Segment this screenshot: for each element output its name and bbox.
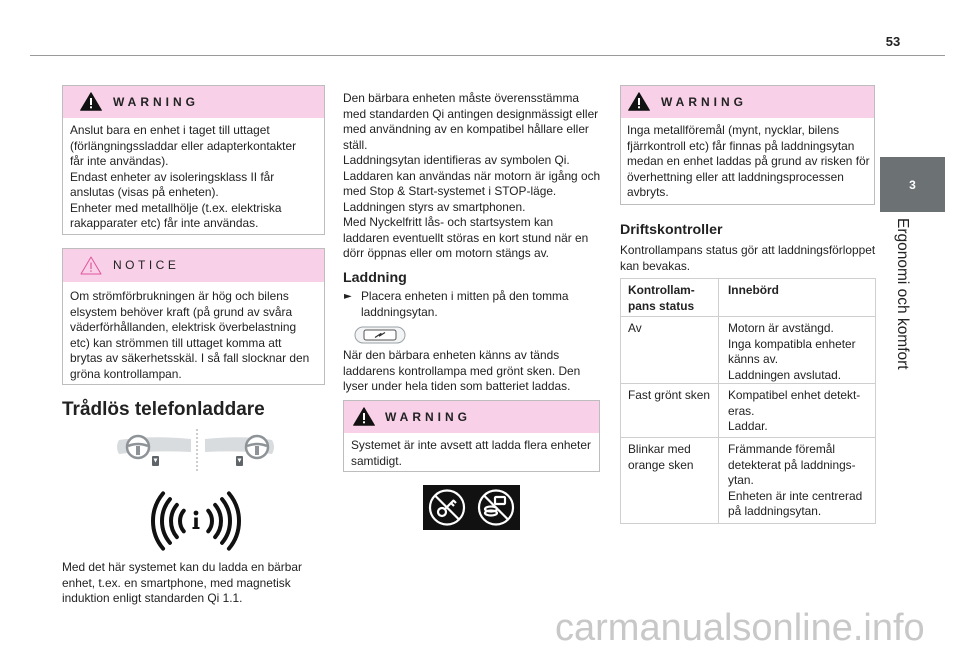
warning-title: WARNING	[113, 95, 199, 109]
table-row	[621, 384, 876, 438]
section-intro: Med det här systemet kan du ladda en bärbar enhet, t.ex. en smartphone, med magnetisk induktion enligt standarden Qi 1.1.	[62, 560, 302, 605]
header-rule	[30, 55, 945, 56]
notice-text: Om strömförbrukningen är hög och bilens elsystem behöver kraft (på grund av svåra väderförhållanden, elektrisk överbelastning etc) kan strömmen till uttaget komma att brytas av säkerhetsskäl. I så fall slocknar den gröna kontrollampan.	[70, 289, 310, 381]
warning-triangle-icon	[353, 407, 375, 426]
page-number: 53	[885, 34, 901, 49]
warning-triangle-icon	[80, 92, 102, 111]
charging-pad-icon	[354, 326, 406, 344]
table-cell: Blinkar med orange sken	[621, 438, 719, 524]
table-header-cell: Innebörd	[719, 279, 876, 317]
warning-triangle-icon	[628, 92, 650, 111]
no-metal-objects-icon	[423, 485, 520, 530]
table-cell: Kompatibel enhet detekt- eras. Laddar.	[719, 384, 876, 438]
table-cell: Främmande föremål detekterat på laddnings- ytan. Enheten är inte centrerad på laddningsytan.	[719, 438, 876, 524]
table-header-row	[621, 279, 876, 317]
charging-result: När den bärbara enheten känns av tänds laddarens kontrollampa med grönt sken. Den lyser under hela tiden som batteriet laddas.	[343, 348, 581, 393]
notice-header	[63, 249, 324, 282]
warning-text: Systemet är inte avsett att ladda flera enheter samtidigt.	[351, 438, 591, 468]
status-table	[620, 278, 876, 524]
table-cell: Motorn är avstängd. Inga kompatibla enheter känns av. Laddningen avslutad.	[719, 317, 876, 384]
chapter-tab-number: 3	[909, 177, 916, 192]
section-title: Trådlös telefonladdare	[62, 399, 265, 420]
warning-header	[63, 86, 324, 118]
steering-wheel-dashboard-icon	[113, 428, 278, 472]
table-header-cell: Kontrollam- pans status	[621, 279, 719, 317]
warning-text: Inga metallföremål (mynt, nycklar, bilens fjärrkontroll etc) får finnas på laddningsytan medan en enhet laddas på grund av risken för överhettning eller att laddningsprocessen avbryts.	[627, 123, 870, 199]
table-cell: Av	[621, 317, 719, 384]
notice-title: NOTICE	[113, 258, 180, 272]
table-row	[621, 438, 876, 524]
wireless-charging-icon	[148, 491, 244, 551]
charging-title: Laddning	[343, 270, 407, 286]
warning-text: Anslut bara en enhet i taget till uttaget (förlängningssladdar eller adapterkontakter får inte användas). Endast enheter av isoleringsklass II får anslutas (visas på enheten). Enheter med metallhölje (t.ex. elektriska rakapparater etc) får inte användas.	[70, 123, 297, 230]
notice-triangle-icon	[80, 256, 102, 275]
operation-intro: Kontrollampans status gör att laddningsförloppet kan bevakas.	[620, 243, 876, 273]
section-body: Den bärbara enheten måste överensstämma med standarden Qi antingen designmässigt eller med användning av en kompatibel hållare eller ställ. Laddningsytan identifieras av symbolen Qi. Laddaren kan användas när motorn är igång och med Stop & Start-systemet i STOP-läge. Laddningen styrs av smartphonen. Med Nyckelfritt lås- och startsystem kan laddaren eventuellt störas en kort stund när en dörr öppnas eller om motorn stängs av.	[343, 91, 601, 260]
warning-box	[620, 85, 875, 205]
warning-box	[62, 85, 325, 235]
chapter-title: Ergonomi och komfort	[894, 218, 911, 370]
chapter-tab	[880, 157, 945, 212]
step-marker: ►	[344, 291, 352, 302]
warning-header	[344, 401, 599, 433]
table-row	[621, 317, 876, 384]
table-cell: Fast grönt sken	[621, 384, 719, 438]
watermark: carmanualsonline.info	[555, 607, 925, 649]
warning-title: WARNING	[385, 410, 471, 424]
operation-title: Driftskontroller	[620, 222, 723, 238]
warning-title: WARNING	[661, 95, 747, 109]
warning-header	[621, 86, 874, 118]
charging-step: Placera enheten i mitten på den tomma laddningsytan.	[361, 289, 569, 319]
warning-box	[343, 400, 600, 472]
notice-box	[62, 248, 325, 385]
